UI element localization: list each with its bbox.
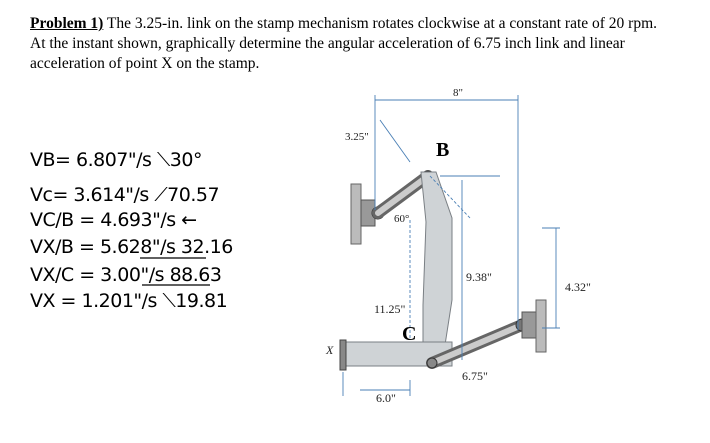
link-325-highlight — [378, 176, 428, 213]
dim-325-line — [380, 120, 410, 162]
right-wall-mount — [536, 300, 546, 352]
pin-d — [427, 358, 437, 368]
note-vxc: VX/C = 3.00"/s 88.63 — [30, 264, 222, 286]
problem-text: The 3.25-in. link on the stamp mechanism rotates clockwise at a constant rate of 20 rpm. At the instant shown, graphically determine the angular acceleration of 6.75 inch link and linear acceleration of point X on the stamp. — [30, 15, 658, 72]
dim-60-label: 6.0" — [376, 391, 396, 405]
label-c: C — [402, 323, 417, 345]
note-vx: VX = 1.201"/s ⟍19.81 — [30, 290, 228, 312]
label-x: X — [326, 343, 334, 357]
dim-675-label: 6.75" — [462, 369, 488, 383]
dim-1125-label: 11.25" — [374, 302, 406, 316]
dim-432-label: 4.32" — [565, 280, 591, 294]
bent-link-body — [421, 172, 452, 345]
left-wall-mount — [351, 184, 361, 244]
note-vb: VB= 6.807"/s ⟍30° — [30, 149, 202, 171]
dim-938-label: 9.38" — [466, 270, 492, 284]
label-b: B — [436, 139, 450, 161]
handwritten-notes — [30, 149, 233, 312]
mechanism-diagram — [325, 87, 591, 405]
angle-60-label: 60° — [394, 213, 410, 225]
dim-8-label: 8" — [453, 87, 463, 99]
right-bracket — [522, 312, 536, 338]
note-vc: Vc= 3.614"/s ⟋70.57 — [30, 184, 220, 206]
note-vcb: VC/B = 4.693"/s ← — [30, 209, 197, 231]
note-vxb: VX/B = 5.628"/s 32.16 — [30, 236, 233, 258]
stamp-head — [340, 340, 346, 370]
dim-325-label: 3.25" — [345, 131, 369, 143]
problem-label: Problem 1) — [30, 15, 104, 32]
